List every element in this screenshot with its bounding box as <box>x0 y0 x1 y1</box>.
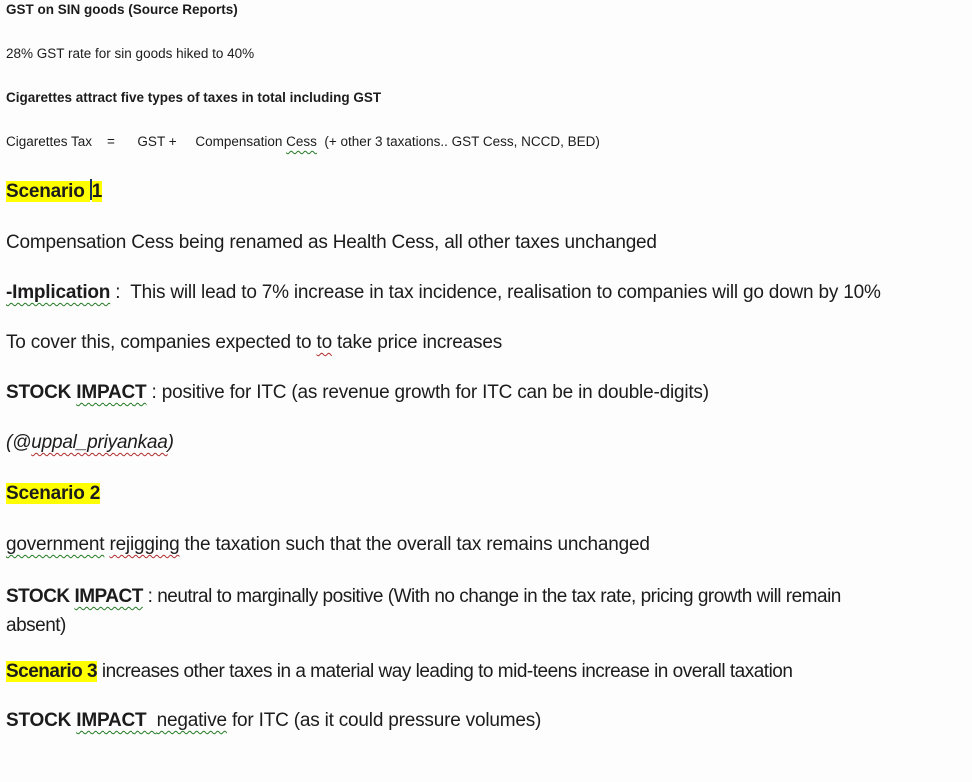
text-run: To cover this, companies expected to <box>6 332 317 353</box>
line-scenario2-desc <box>6 532 952 557</box>
text-run: : positive for ITC (as revenue growth for ITC can be in double-digits) <box>146 382 709 403</box>
spellcheck-flagged-text: IMPACT <box>76 710 147 731</box>
line-scenario3 <box>6 658 952 685</box>
highlighted-text: Scenario 3 <box>6 661 98 682</box>
spellcheck-flagged-text: -Implication <box>6 282 111 303</box>
text-run: increases other taxes in a material way leading to mid-teens increase in overall taxation <box>97 661 793 682</box>
heading-cigarettes-taxes <box>6 90 952 106</box>
text-run: Cigarettes attract five types of taxes in total including GST <box>6 90 382 105</box>
line-scenario1-implication <box>6 280 952 305</box>
text-run: absent) <box>6 615 66 636</box>
text-run: take price increases <box>331 332 503 353</box>
text-run: GST on SIN goods (Source Reports) <box>6 2 238 17</box>
line-tax-formula <box>6 134 952 150</box>
text-run: (@ <box>6 432 32 453</box>
line-scenario3-stock-impact <box>6 708 952 733</box>
text-run: : <box>110 282 121 303</box>
heading-gst-sin-goods <box>6 2 952 18</box>
line-scenario1-desc <box>6 230 952 255</box>
highlighted-text: Scenario <box>6 181 90 202</box>
spellcheck-flagged-text: rejigging <box>109 534 180 555</box>
text-run: : neutral to marginally positive (With no change in the tax rate, pricing growth will remain <box>142 586 841 607</box>
text-run: for ITC (as it could pressure volumes) <box>226 710 542 731</box>
heading-scenario-1 <box>6 178 952 205</box>
spellcheck-flagged-text: government <box>6 534 105 555</box>
text-run: the taxation such that the overall tax remains unchanged <box>179 534 650 555</box>
spellcheck-flagged-text: uppal_priyankaa <box>31 432 168 453</box>
text-run: Cigarettes Tax = GST + Compensation <box>6 134 287 149</box>
text-run: (+ other 3 taxations.. GST Cess, NCCD, BED) <box>316 134 600 149</box>
line-scenario1-cover <box>6 330 952 355</box>
line-attribution <box>6 430 952 455</box>
text-run: 28% GST rate for sin goods hiked to 40% <box>6 46 255 61</box>
spellcheck-flagged-text: IMPACT <box>76 382 147 403</box>
text-run: ) <box>167 432 174 453</box>
highlighted-text: 1 <box>91 181 103 202</box>
line-scenario1-stock-impact <box>6 380 952 405</box>
spellcheck-flagged-text <box>146 710 156 731</box>
line-scenario2-stock-impact <box>6 582 952 640</box>
text-run: STOCK <box>6 586 75 607</box>
spellcheck-flagged-text: to <box>316 332 332 353</box>
text-run: STOCK <box>6 710 77 731</box>
text-run: This will lead to 7% increase in tax incidence, realisation to companies will go down by 10% <box>120 282 881 303</box>
spellcheck-flagged-text: IMPACT <box>74 586 143 607</box>
line-gst-rate <box>6 46 952 62</box>
text-run: STOCK <box>6 382 77 403</box>
text-run: Compensation Cess being renamed as Health Cess, all other taxes unchanged <box>6 232 657 253</box>
highlighted-text: Scenario 2 <box>6 483 101 504</box>
spellcheck-flagged-text: Cess <box>286 134 317 149</box>
heading-scenario-2 <box>6 480 952 507</box>
spellcheck-flagged-text: negative <box>156 710 227 731</box>
